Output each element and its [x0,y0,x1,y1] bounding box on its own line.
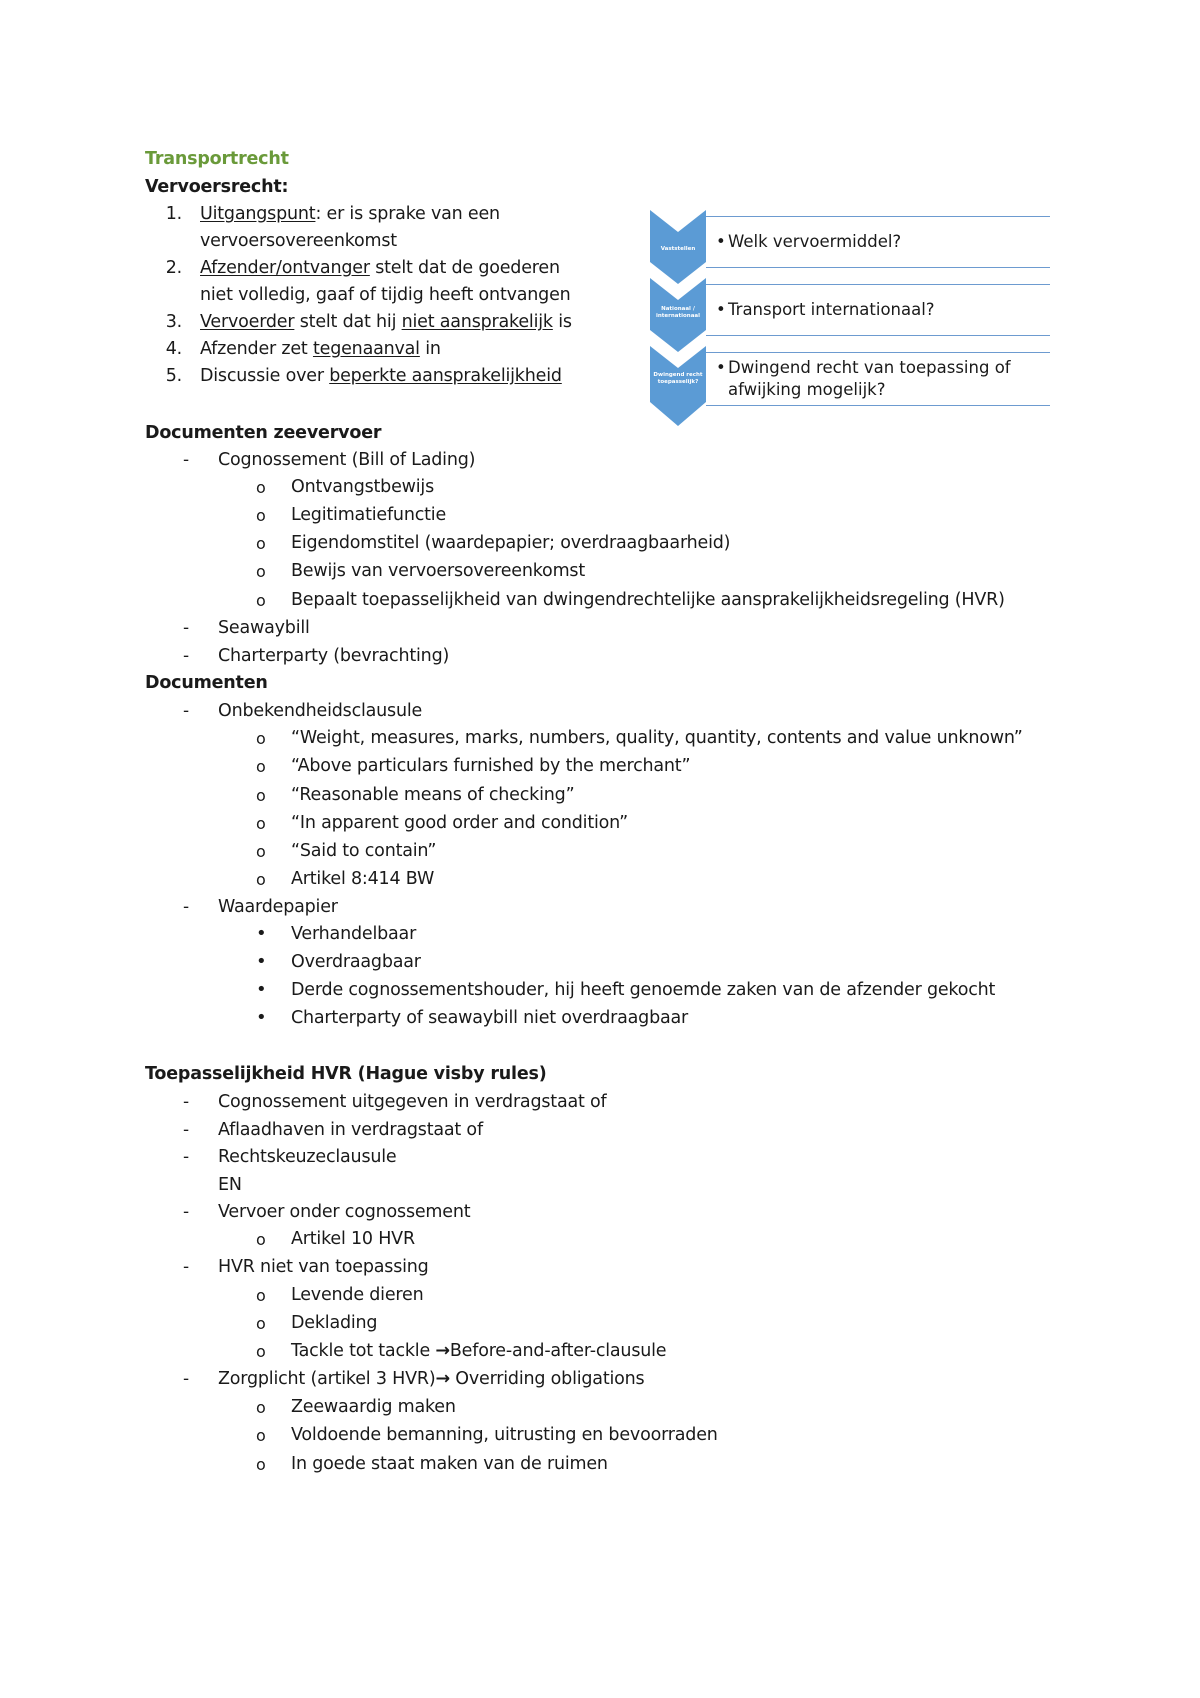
bullet-marker: • [256,1007,267,1028]
chevron-step-3 [650,346,706,426]
circle-marker: o [256,534,266,553]
bullet-marker: • [256,951,267,972]
list-item: Seawaybill [218,618,310,638]
chevron-step-1 [650,210,706,284]
sub-list-item: Voldoende bemanning, uitrusting en bevoorraden [291,1425,718,1445]
process-diagram [650,210,1050,440]
circle-marker: o [256,1286,266,1305]
circle-marker: o [256,591,266,610]
dash-marker: - [183,618,190,638]
circle-marker: o [256,1342,266,1361]
bullet-icon: • [716,300,726,319]
dash-marker: - [183,701,190,721]
circle-marker: o [256,506,266,525]
underlined-term: Vervoerder [200,312,295,332]
bullet-marker: • [256,923,267,944]
circle-marker: o [256,729,266,748]
sub-list-item: Charterparty of seawaybill niet overdraagbaar [291,1008,689,1028]
sub-list-item: Verhandelbaar [291,924,417,944]
section-heading-documenten-zeevervoer: Documenten zeevervoer [145,423,382,443]
dash-marker: - [183,1202,190,1222]
list-item-en: EN [218,1175,242,1195]
numbered-item-2-cont: niet volledig, gaaf of tijdig heeft ontvangen [200,285,571,305]
sub-list-item: “Above particulars furnished by the merchant” [291,756,691,776]
list-item: Zorgplicht (artikel 3 HVR)→ Overriding obligations [218,1369,645,1389]
item-number: 4. [165,339,182,359]
bullet-icon: • [716,358,726,377]
dash-marker: - [183,1369,190,1389]
sub-list-item: Tackle tot tackle →Before-and-after-clausule [291,1341,667,1361]
list-item: Aflaadhaven in verdragstaat of [218,1120,483,1140]
list-item: Onbekendheidsclausule [218,701,423,721]
section-heading-vervoersrecht: Vervoersrecht: [145,177,289,197]
item-text: in [419,339,441,359]
sub-list-item: “Weight, measures, marks, numbers, quality, quantity, contents and value unknown” [291,728,1023,748]
sub-list-item: Levende dieren [291,1285,424,1305]
item-number: 3. [165,312,182,332]
numbered-item-5 [160,365,562,387]
underlined-term: niet aansprakelijk [401,312,553,332]
sub-list-item: Overdraagbaar [291,952,421,972]
numbered-item-2 [160,257,560,279]
sub-list-item: Bepaalt toepasselijkheid van dwingendrechtelijke aansprakelijkheidsregeling (HVR) [291,590,1005,610]
circle-marker: o [256,786,266,805]
section-heading-toepasselijkheid-hvr: Toepasselijkheid HVR (Hague visby rules) [145,1064,547,1084]
list-item: Rechtskeuzeclausule [218,1147,397,1167]
underlined-term: beperkte aansprakelijkheid [329,366,562,386]
arrow-right-icon: → [435,1341,450,1361]
circle-marker: o [256,1455,266,1474]
chevron-label: Vaststellen [660,246,696,252]
sub-list-item: Zeewaardig maken [291,1397,456,1417]
sub-list-item: Derde cognossementshouder, hij heeft genoemde zaken van de afzender gekocht [291,980,996,1000]
numbered-item-4 [160,338,441,360]
step-text-cont: afwijking mogelijk? [728,380,886,399]
underlined-term: Afzender/ontvanger [200,258,370,278]
item-text: stelt dat hij [294,312,402,332]
list-item: Waardepapier [218,897,338,917]
sub-list-item: Artikel 10 HVR [291,1229,415,1249]
list-item: Cognossement (Bill of Lading) [218,450,476,470]
dash-marker: - [183,1092,190,1112]
chevron-label: Dwingend recht toepasselijk? [653,372,703,385]
arrow-right-icon: → [435,1369,450,1389]
circle-marker: o [256,842,266,861]
circle-marker: o [256,1314,266,1333]
sub-list-item: “Reasonable means of checking” [291,785,575,805]
step-box-2 [706,284,1050,336]
sub-list-item: “Said to contain” [291,841,437,861]
step-text: • Dwingend recht van toepassing of [716,358,1011,377]
sub-list-item: In goede staat maken van de ruimen [291,1454,608,1474]
item-number: 5. [165,366,182,386]
sub-list-item: Ontvangstbewijs [291,477,435,497]
item-text: is [552,312,572,332]
underlined-term: tegenaanval [312,339,420,359]
item-text: : er is sprake van een [315,204,500,224]
step-box-1 [706,216,1050,268]
list-item: Vervoer onder cognossement [218,1202,471,1222]
sub-list-item: Bewijs van vervoersovereenkomst [291,561,585,581]
dash-marker: - [183,1120,190,1140]
chevron-label: Nationaal / internationaal [655,306,701,319]
circle-marker: o [256,757,266,776]
sub-list-item: “In apparent good order and condition” [291,813,628,833]
dash-marker: - [183,897,190,917]
item-text: Afzender zet [200,339,313,359]
bullet-marker: • [256,979,267,1000]
numbered-item-1 [160,203,500,225]
sub-list-item: Legitimatiefunctie [291,505,447,525]
sub-list-item: Deklading [291,1313,378,1333]
underlined-term: Uitgangspunt [200,204,316,224]
step-text: • Welk vervoermiddel? [716,232,902,251]
circle-marker: o [256,562,266,581]
step-text: • Transport internationaal? [716,300,935,319]
step-box-3 [706,352,1050,406]
sub-list-item: Artikel 8:414 BW [291,869,435,889]
list-item: Charterparty (bevrachting) [218,646,450,666]
list-item: Cognossement uitgegeven in verdragstaat of [218,1092,607,1112]
circle-marker: o [256,478,266,497]
chevron-step-2 [650,278,706,352]
sub-list-item: Eigendomstitel (waardepapier; overdraagbaarheid) [291,533,731,553]
dash-marker: - [183,646,190,666]
circle-marker: o [256,1426,266,1445]
item-text: stelt dat de goederen [369,258,560,278]
circle-marker: o [256,870,266,889]
circle-marker: o [256,1230,266,1249]
bullet-icon: • [716,232,726,251]
circle-marker: o [256,814,266,833]
circle-marker: o [256,1398,266,1417]
list-item: HVR niet van toepassing [218,1257,429,1277]
numbered-item-3 [160,311,572,333]
item-number: 2. [165,258,182,278]
item-number: 1. [165,204,182,224]
numbered-item-1-cont: vervoersovereenkomst [200,231,397,251]
page-title: Transportrecht [145,149,289,169]
item-text: Discussie over [200,366,330,386]
dash-marker: - [183,450,190,470]
section-heading-documenten: Documenten [145,673,268,693]
dash-marker: - [183,1147,190,1167]
dash-marker: - [183,1257,190,1277]
